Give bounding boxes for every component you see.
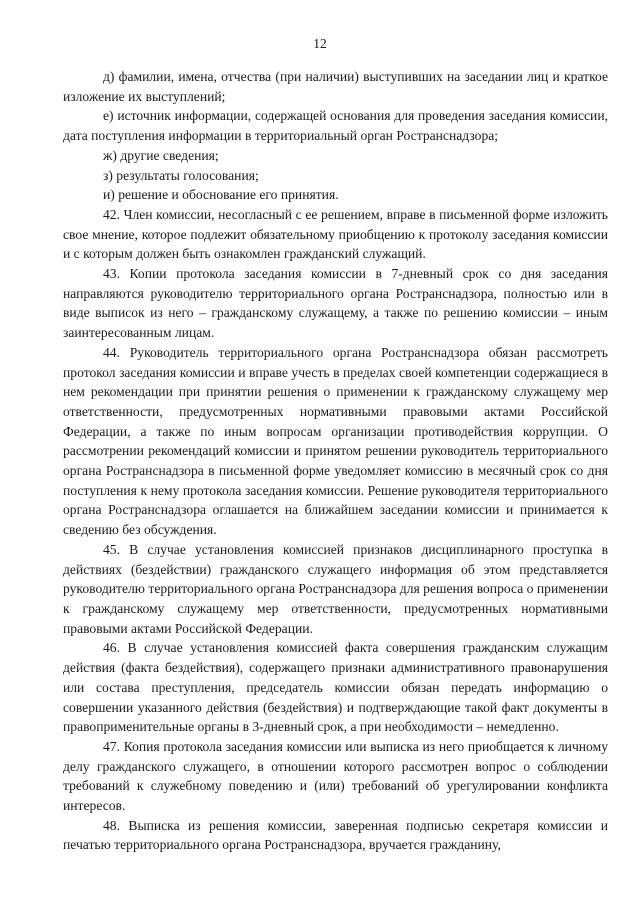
paragraph-item-z: з) результаты голосования;	[103, 167, 259, 183]
paragraph-46: 46. В случае установления комиссией факта совершения гражданским служащим действия (факта бездействия), содержащего признаки административного правонарушения или состава преступления, председатель комиссии обязан передать информацию о совершении указанного действия (бездействия) и подтверждающие такой факт документы в правоприменительные органы в 3-дневный срок, а при необходимости – немедленно.	[63, 640, 608, 735]
document-body	[63, 67, 608, 855]
paragraph-44: 44. Руководитель территориального органа Ространснадзора обязан рассмотреть протокол заседания комиссии и вправе учесть в пределах своей компетенции содержащиеся в нем рекомендации при принятии решения о применении к гражданскому служащему мер ответственности, предусмотренных нормативными правовыми актами Российской Федерации, а также по иным вопросам организации противодействия коррупции. О рассмотрении рекомендаций комиссии и принятом решении руководитель территориального органа Ространснадзора в письменной форме уведомляет комиссию в месячный срок со дня поступления к нему протокола заседания комиссии. Решение руководителя территориального органа Ространснадзора оглашается на ближайшем заседании комиссии и принимается к сведению без обсуждения.	[63, 344, 608, 538]
paragraph-item-i: и) решение и обоснование его принятия.	[103, 187, 339, 203]
paragraph-43: 43. Копии протокола заседания комиссии в 7-дневный срок со дня заседания направляются руководителю территориального органа Ространснадзора, полностью или в виде выписок из него – гражданскому служащему, а также по решению комиссии – иным заинтересованным лицам.	[63, 266, 608, 341]
paragraph-item-e: е) источник информации, содержащей основания для проведения заседания комиссии, дата поступления информации в территориальный орган Ространснадзора;	[63, 108, 608, 144]
paragraph-47: 47. Копия протокола заседания комиссии или выписка из него приобщается к личному делу гражданского служащего, в отношении которого рассмотрен вопрос о соблюдении требований к служебному поведению и (или) требований об урегулировании конфликта интересов.	[63, 738, 608, 814]
paragraph-item-d: д) фамилии, имена, отчества (при наличии) выступивших на заседании лиц и краткое изложение их выступлений;	[63, 69, 608, 104]
paragraph-item-zh: ж) другие сведения;	[103, 147, 219, 163]
page-number: 12	[313, 36, 327, 51]
paragraph-48: 48. Выписка из решения комиссии, заверенная подписью секретаря комиссии и печатью территориального органа Ространснадзора, вручается гражданину,	[63, 817, 608, 853]
paragraph-42: 42. Член комиссии, несогласный с ее решением, вправе в письменной форме изложить свое мнение, которое подлежит обязательному приобщению к протоколу заседания комиссии и с которым должен быть ознакомлен гражданский служащий.	[63, 206, 608, 262]
paragraph-45: 45. В случае установления комиссией признаков дисциплинарного проступка в действиях (бездействии) гражданского служащего информация об этом представляется руководителю территориального органа Ространснадзора для решения вопроса о применении к гражданскому служащему мер ответственности, предусмотренных нормативными правовыми актами Российской Федерации.	[63, 541, 608, 636]
